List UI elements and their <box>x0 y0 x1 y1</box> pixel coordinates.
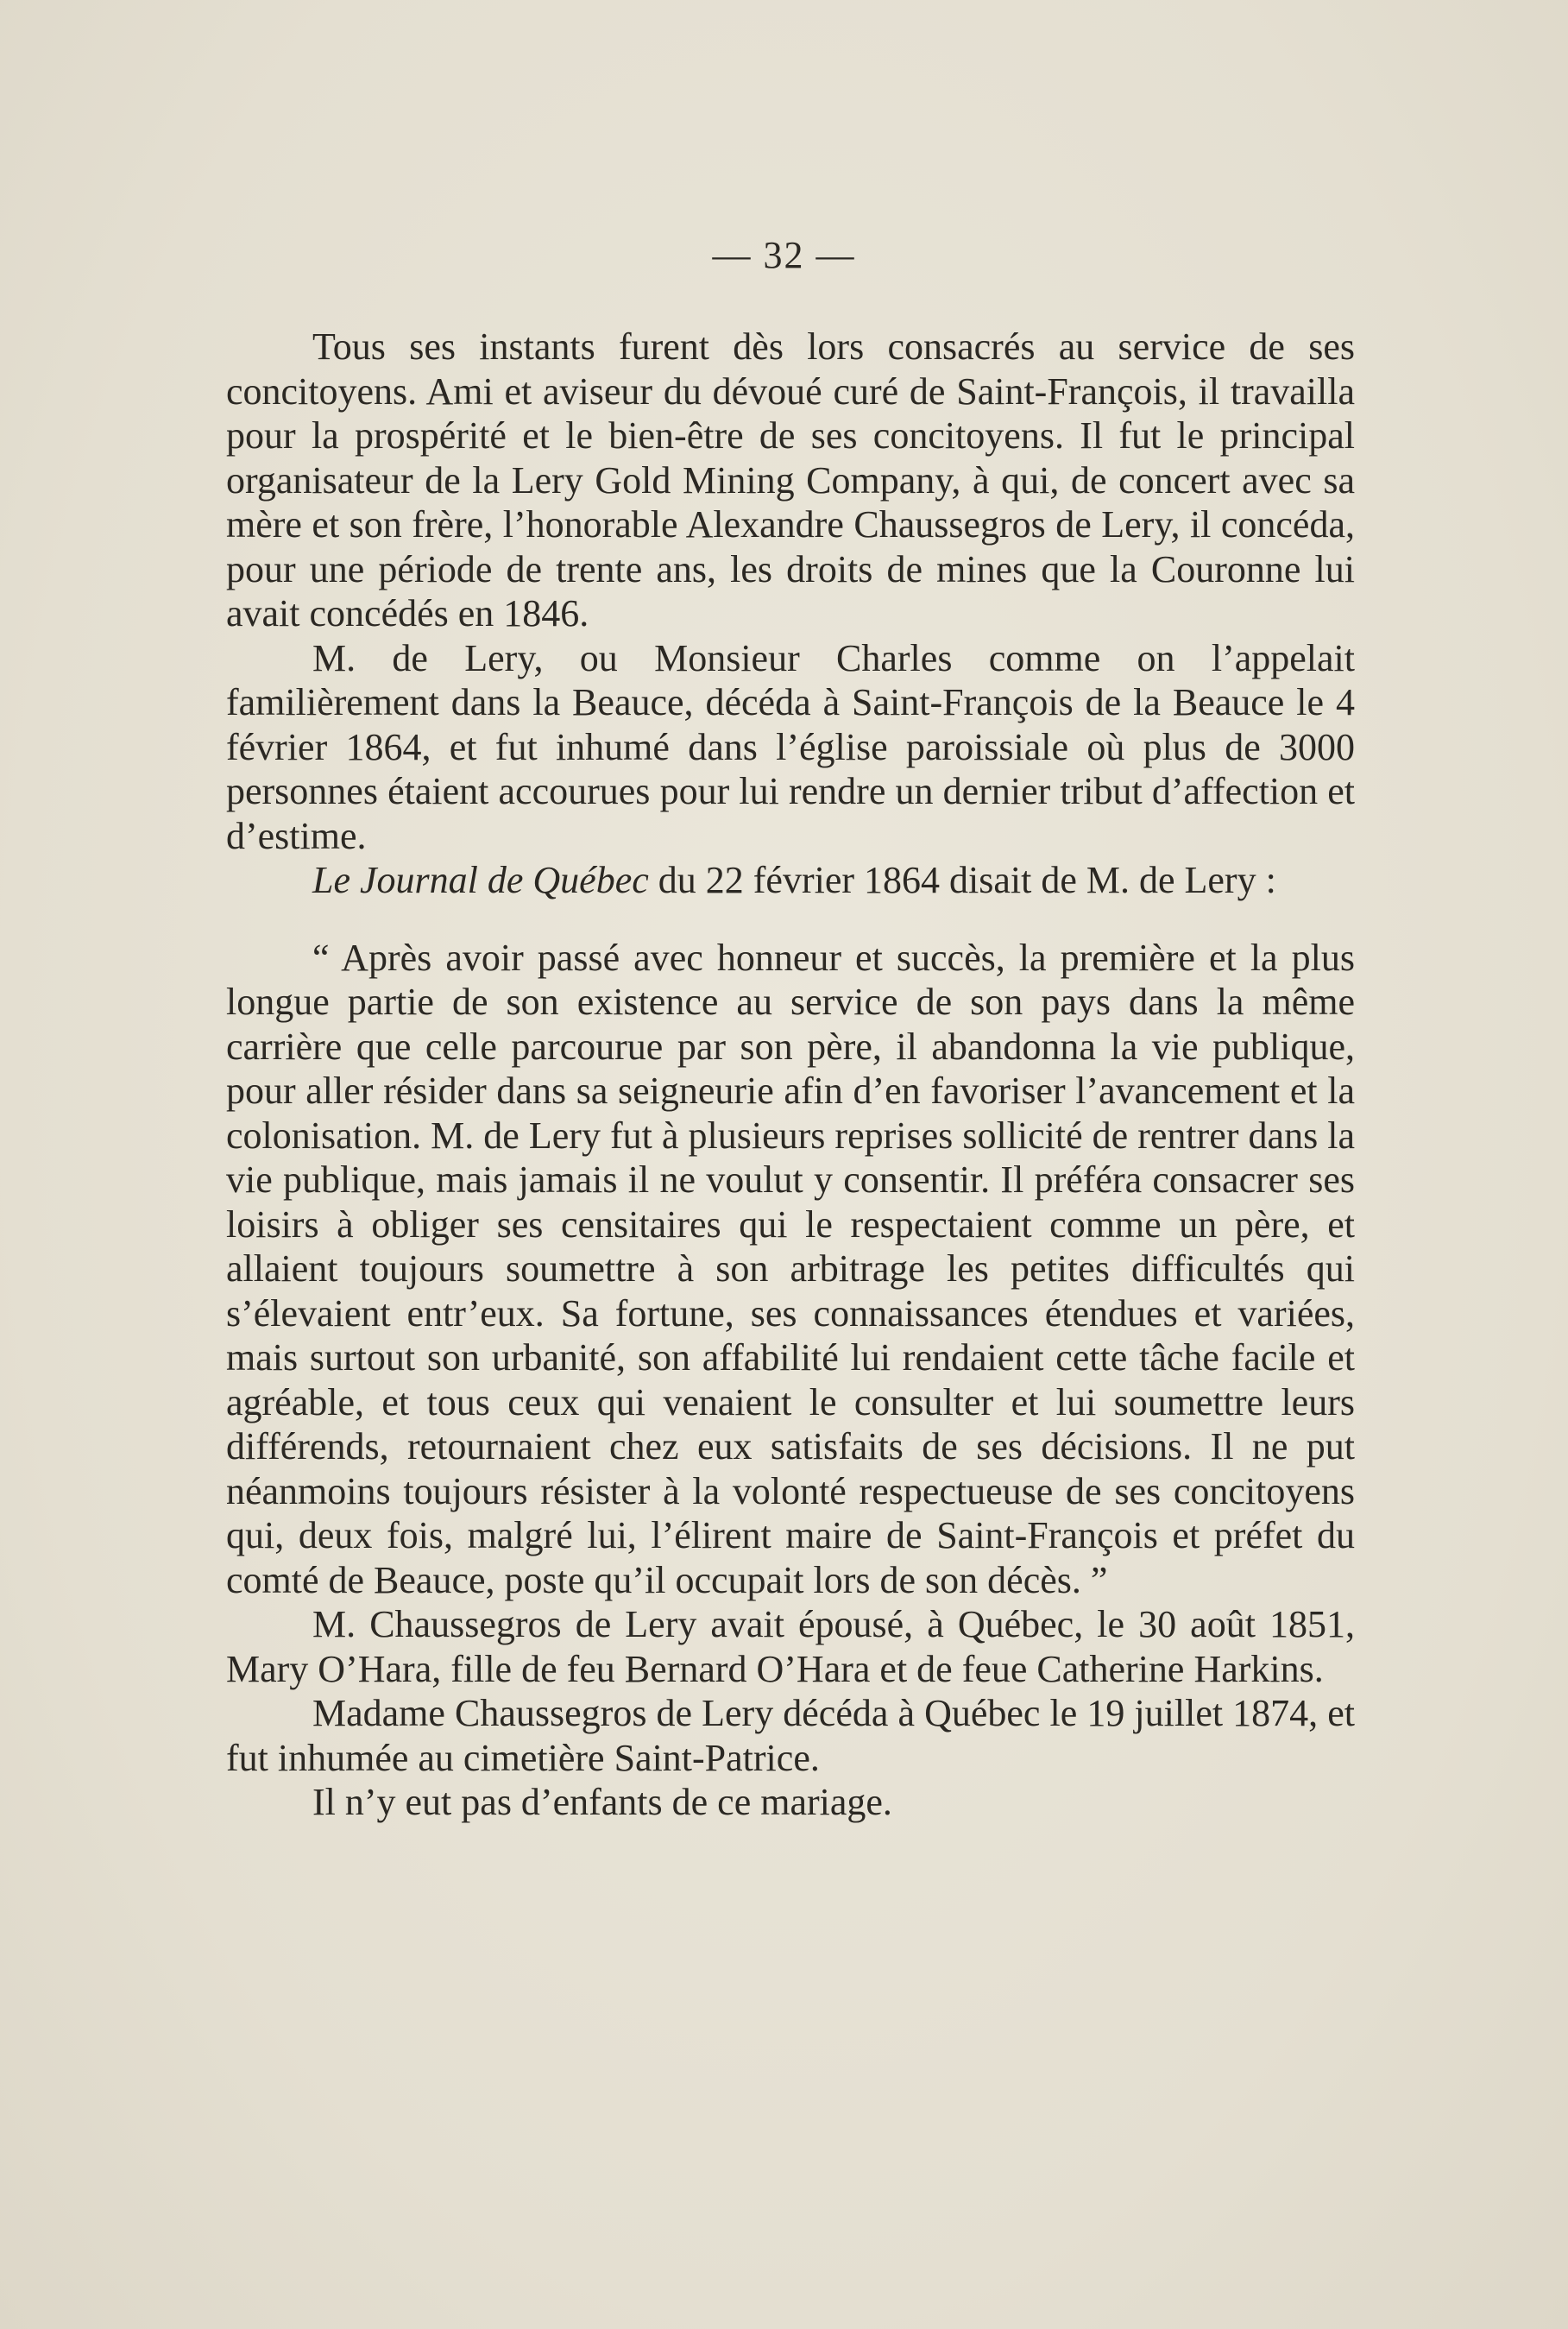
journal-title: Le Journal de Québec <box>312 859 649 901</box>
paragraph: M. de Lery, ou Monsieur Charles comme on l’appelait familièrement dans la Beauce, décéda à Saint-François de la Beauce le 4 février 1864, et fut inhumé dans l’église paroissiale où plus de 3000 personnes étaient accourues pour lui rendre un dernier tribut d’affection et d’estime. <box>226 636 1355 857</box>
paragraph: Tous ses instants furent dès lors consacrés au service de ses concitoyens. Ami et aviseur du dévoué curé de Saint-François, il travailla pour la prospérité et le bien-être de ses concitoyens. Il fut le principal organisateur de la Lery Gold Mining Company, à qui, de concert avec sa mère et son frère, l’honorable Alexandre Chaussegros de Lery, il concéda, pour une période de trente ans, les droits de mines que la Couronne lui avait concédés en 1846. <box>226 325 1355 634</box>
paragraph: Il n’y eut pas d’enfants de ce mariage. <box>312 1781 892 1823</box>
quotation: “ Après avoir passé avec honneur et succès, la première et la plus longue partie de son existence au service de son pays dans la même carrière que celle parcourue par son père, il abandonna la vie publique, pour aller résider dans sa seigneurie afin d’en favoriser l’avancement et la colonisation. M. de Lery fut à plusieurs reprises sollicité de rentrer dans la vie publique, mais jamais il ne voulut y consentir. Il préféra consacrer ses loisirs à obliger ses censitaires qui le respectaient comme un père, et allaient toujours soumettre à son arbitrage les petites difficultés qui s’élevaient entr’eux. Sa fortune, ses connaissances étendues et variées, mais surtout son urbanité, son affabilité lui rendaient cette tâche facile et agréable, et tous ceux qui venaient le consulter et lui soumettre leurs différends, retournaient chez eux satisfaits de ses décisions. Il ne put néanmoins toujours résister à la volonté respectueuse de ses concitoyens qui, deux fois, malgré lui, l’élirent maire de Saint-François et préfet du comté de Beauce, poste qu’il occupait lors de son décès. ” <box>226 936 1355 1601</box>
paragraph: Madame Chaussegros de Lery décéda à Québec le 19 juillet 1874, et fut inhumée au cimetière Saint-Patrice. <box>226 1692 1355 1779</box>
paragraph: M. Chaussegros de Lery avait épousé, à Québec, le 30 août 1851, Mary O’Hara, fille de feu Bernard O’Hara et de feue Catherine Harkins. <box>226 1603 1355 1690</box>
journal-intro-paragraph <box>226 858 1355 903</box>
body-text <box>226 325 1355 1825</box>
page-number: — 32 — <box>712 234 856 276</box>
journal-intro-text: du 22 février 1864 disait de M. de Lery : <box>648 859 1276 901</box>
